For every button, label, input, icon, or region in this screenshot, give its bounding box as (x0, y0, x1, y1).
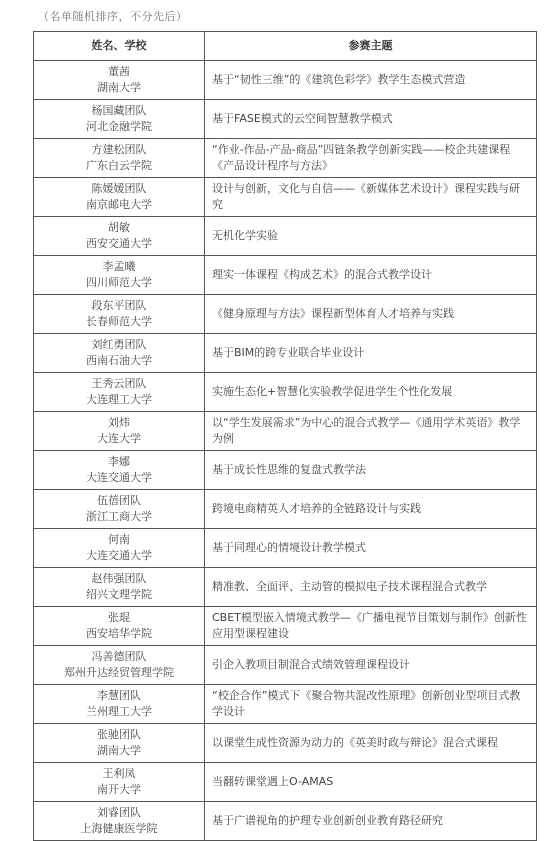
participant-cell (34, 451, 205, 490)
participant-cell (34, 724, 205, 763)
competition-topic: 实施生态化+智慧化实验教学促进学生个性化发展 (205, 373, 537, 412)
participant-school: 郑州升达经贸管理学院 (64, 666, 174, 679)
participant-school: 浙江工商大学 (86, 510, 152, 523)
table-row (34, 451, 537, 490)
participant-school: 西安交通大学 (86, 237, 152, 250)
competition-topic: 无机化学实验 (205, 217, 537, 256)
header-name-school: 姓名、学校 (34, 32, 205, 61)
participant-school: 湖南大学 (97, 744, 141, 757)
participant-school: 河北金融学院 (86, 120, 152, 133)
participant-cell (34, 295, 205, 334)
table-row (34, 178, 537, 217)
table-row (34, 763, 537, 802)
table-row (34, 724, 537, 763)
participant-name: 胡敏 (108, 221, 130, 234)
participants-table (33, 31, 537, 841)
participant-name: 李慧团队 (97, 689, 141, 702)
participant-school: 四川师范大学 (86, 276, 152, 289)
participant-name: 方建松团队 (91, 143, 147, 156)
table-row (34, 256, 537, 295)
participant-school: 大连理工大学 (86, 393, 152, 406)
competition-topic: 以“学生发展需求”为中心的混合式教学—《通用学术英语》教学为例 (205, 412, 537, 451)
participant-cell (34, 61, 205, 100)
participant-name: 伍蓓团队 (97, 494, 141, 507)
table-header-row (34, 32, 537, 61)
participant-cell (34, 607, 205, 646)
competition-topic: 以课堂生成性资源为动力的《英美时政与辩论》混合式课程 (205, 724, 537, 763)
table-body (34, 61, 537, 841)
participant-school: 湖南大学 (97, 81, 141, 94)
table-row (34, 217, 537, 256)
header-topic: 参赛主题 (205, 32, 537, 61)
competition-topic: CBET模型嵌入情境式教学—《广播电视节目策划与制作》创新性应用型课程建设 (205, 607, 537, 646)
participant-school: 大连大学 (97, 432, 141, 445)
competition-topic: 基于“韧性三维”的《建筑色彩学》教学生态模式营造 (205, 61, 537, 100)
competition-topic: 基于广谱视角的护理专业创新创业教育路径研究 (205, 802, 537, 841)
participant-school: 兰州理工大学 (86, 705, 152, 718)
participant-cell (34, 685, 205, 724)
competition-topic: 基于BIM的跨专业联合毕业设计 (205, 334, 537, 373)
competition-topic: 精准教、全面评、主动管的模拟电子技术课程混合式教学 (205, 568, 537, 607)
participant-cell (34, 568, 205, 607)
participant-school: 大连交通大学 (86, 549, 152, 562)
participant-school: 南京邮电大学 (86, 198, 152, 211)
competition-topic: “作业-作品-产品-商品”四链条教学创新实践——校企共建课程《产品设计程序与方法》 (205, 139, 537, 178)
participant-name: 何南 (108, 533, 130, 546)
table-row (34, 607, 537, 646)
participant-school: 大连交通大学 (86, 471, 152, 484)
participant-name: 刘睿团队 (97, 806, 141, 819)
participant-cell (34, 412, 205, 451)
participant-cell (34, 529, 205, 568)
competition-topic: “校企合作”模式下《聚合物共混改性原理》创新创业型项目式教学设计 (205, 685, 537, 724)
participant-cell (34, 646, 205, 685)
table-row (34, 334, 537, 373)
participant-cell (34, 178, 205, 217)
competition-topic: 设计与创新，文化与自信——《新媒体艺术设计》课程实践与研究 (205, 178, 537, 217)
table-row (34, 139, 537, 178)
participant-name: 王利凤 (102, 767, 136, 780)
participant-name: 张驰团队 (97, 728, 141, 741)
table-row (34, 100, 537, 139)
participant-name: 刘红勇团队 (91, 338, 147, 351)
participant-cell (34, 256, 205, 295)
competition-topic: 当翻转课堂遇上O-AMAS (205, 763, 537, 802)
table-row (34, 412, 537, 451)
competition-topic: 基于成长性思维的复盘式教学法 (205, 451, 537, 490)
list-note: （名单随机排序，不分先后） (38, 10, 188, 23)
participant-cell (34, 100, 205, 139)
participant-name: 赵伟强团队 (91, 572, 147, 585)
participant-cell (34, 373, 205, 412)
table-row (34, 568, 537, 607)
participant-school: 西安培华学院 (86, 627, 152, 640)
participant-school: 西南石油大学 (86, 354, 152, 367)
competition-topic: 理实一体课程《构成艺术》的混合式教学设计 (205, 256, 537, 295)
competition-topic: 基于FASE模式的云空间智慧教学模式 (205, 100, 537, 139)
participant-school: 长春师范大学 (86, 315, 152, 328)
participant-school: 上海健康医学院 (80, 822, 158, 835)
competition-topic: 跨境电商精英人才培养的全链路设计与实践 (205, 490, 537, 529)
participant-school: 南开大学 (97, 783, 141, 796)
participant-cell (34, 334, 205, 373)
participant-cell (34, 763, 205, 802)
participant-name: 陈媛媛团队 (91, 182, 147, 195)
table-row (34, 295, 537, 334)
table-row (34, 529, 537, 568)
participant-cell (34, 802, 205, 841)
participant-name: 杨国藏团队 (91, 104, 147, 117)
table-row (34, 646, 537, 685)
participant-name: 董茜 (108, 65, 130, 78)
participant-name: 刘炜 (108, 416, 130, 429)
participant-cell (34, 139, 205, 178)
participant-cell (34, 217, 205, 256)
participant-name: 张琨 (108, 611, 130, 624)
participant-name: 冯善德团队 (91, 650, 147, 663)
participant-cell (34, 490, 205, 529)
table-row (34, 685, 537, 724)
participant-name: 段东平团队 (91, 299, 147, 312)
participant-school: 绍兴文理学院 (86, 588, 152, 601)
competition-topic: 《健身原理与方法》课程新型体育人才培养与实践 (205, 295, 537, 334)
competition-topic: 基于同理心的情境设计教学模式 (205, 529, 537, 568)
table-row (34, 490, 537, 529)
table-row (34, 61, 537, 100)
table-row (34, 373, 537, 412)
participant-name: 王秀云团队 (91, 377, 147, 390)
participant-name: 李娜 (108, 455, 130, 468)
participant-school: 广东白云学院 (86, 159, 152, 172)
table-row (34, 802, 537, 841)
competition-topic: 引企入教项目制混合式绩效管理课程设计 (205, 646, 537, 685)
participant-name: 李孟曦 (102, 260, 136, 273)
